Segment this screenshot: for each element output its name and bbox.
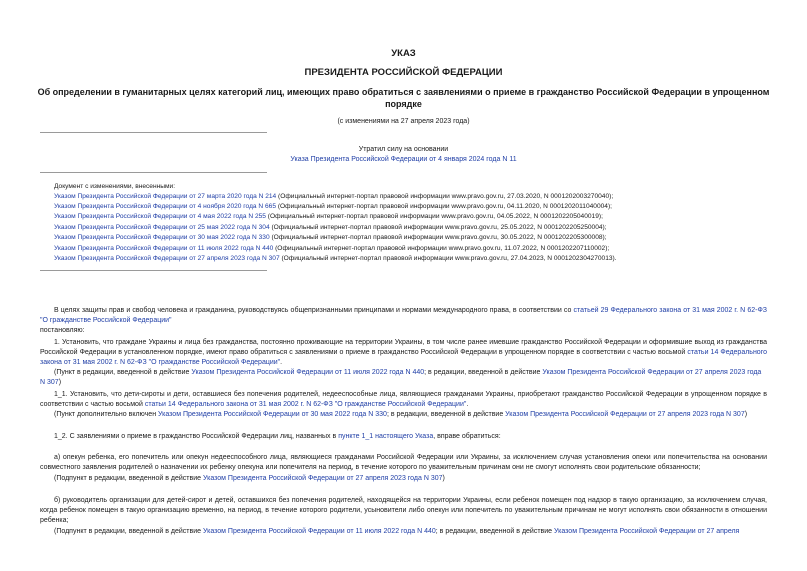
- paragraph-1-2: 1_2. С заявлениями о приеме в гражданство Российской Федерации лиц, названных в пункте 1_1 настоящего Указа, вправе обратиться:: [54, 433, 501, 440]
- change-item: Указом Президента Российской Федерации от 4 ноября 2020 года N 665 (Официальный интернет-портал правовой информации www.pravo.gov.ru, 04.11.2020, N 0001202011040004);: [54, 203, 612, 210]
- lost-force-link[interactable]: Указа Президента Российской Федерации от 4 января 2024 года N 11: [290, 156, 517, 163]
- change-link[interactable]: Указом Президента Российской Федерации от 30 мая 2022 года N 330: [54, 234, 270, 241]
- change-link[interactable]: Указом Президента Российской Федерации от 4 мая 2022 года N 255: [54, 213, 266, 220]
- paragraph-1-note: (Пункт в редакции, введенной в действие Указом Президента Российской Федерации от 11 июля 2022 года N 440; в редакции, введенной в действие Указом Президента Российской Федерации от 27 апреля 2023 года N 307): [40, 369, 762, 386]
- decree-link[interactable]: Указом Президента Российской Федерации от 27 апреля 2023 года N 307: [202, 475, 443, 482]
- decree-link[interactable]: Указом Президента Российской Федерации от 27 апреля 2023 года N 307: [40, 369, 762, 386]
- document-title: Об определении в гуманитарных целях категорий лиц, имеющих право обратиться с заявлениями о приеме в гражданство Российской Федерации в упрощенном порядке: [37, 87, 770, 109]
- change-item: Указом Президента Российской Федерации от 27 марта 2020 года N 214 (Официальный интернет-портал правовой информации www.pravo.gov.ru, 27.03.2020, N 0001202003270040);: [54, 193, 614, 200]
- subparagraph-a: а) опекун ребенка, его попечитель или опекун недееспособного лица, являющиеся гражданами Российской Федерации или Украины, за исключением случая установления опеки или попечительства на основании совместного заявления родителей о назначении их ребенку опекуна или попечителя на период, в течение которого по уважительным причинам они не смогут исполнять свои родительские обязанности;: [40, 454, 767, 471]
- change-link[interactable]: Указом Президента Российской Федерации от 25 мая 2022 года N 304: [54, 224, 270, 231]
- changes-heading: Документ с изменениями, внесенными:: [54, 183, 176, 190]
- paragraph-1: 1. Установить, что граждане Украины и лица без гражданства, постоянно проживающие на территории Украины, в том числе ранее имевшие гражданство Российской Федерации и оформившие выход из гражданства Российской Федерации в установленном порядке, имеют право обратиться с заявлениями о приеме в гражданство Российской Федерации в упрощенном порядке в соответствии с частью восьмой статьи 14 Федерального закона от 31 мая 2002 г. N 62-ФЗ "О гражданстве Российской Федерации".: [40, 339, 767, 366]
- paragraph-link[interactable]: пункте 1_1 настоящего Указа: [338, 433, 434, 440]
- decree-link[interactable]: Указом Президента Российской Федерации от 11 июля 2022 года N 440: [202, 528, 436, 535]
- change-item: Указом Президента Российской Федерации от 27 апреля 2023 года N 307 (Официальный интернет-портал правовой информации www.pravo.gov.ru, 27.04.2023, N 0001202304270013).: [54, 255, 617, 262]
- subparagraph-b: б) руководитель организации для детей-сирот и детей, оставшихся без попечения родителей, находящейся на территории Украины, если ребенок помещен под надзор в такую организацию, за исключением случая, когда ребенок помещен в такую организацию временно, на период, в течение которого родители, усыновители либо опекун или попечитель по уважительным причинам не могут исполнять свои обязанности в отношении ребенка;: [40, 497, 767, 524]
- law-link[interactable]: статьей 29 Федерального закона от 31 мая 2002 г. N 62-ФЗ "О гражданстве Российской Федерации": [40, 307, 767, 324]
- change-link[interactable]: Указом Президента Российской Федерации от 27 марта 2020 года N 214: [54, 193, 277, 200]
- lost-force-note: Утратил силу на основании: [358, 146, 449, 153]
- law-link[interactable]: статьи 14 Федерального закона от 31 мая 2002 г. N 62-ФЗ "О гражданстве Российской Федерации": [144, 401, 467, 408]
- law-link[interactable]: статьи 14 Федерального закона от 31 мая 2002 г. N 62-ФЗ "О гражданстве Российской Федерации": [40, 349, 767, 366]
- divider: [40, 172, 267, 173]
- subparagraph-b-note: (Подпункт в редакции, введенной в действие Указом Президента Российской Федерации от 11 июля 2022 года N 440; в редакции, введенной в действие Указом Президента Российской Федерации от 27 апреля: [54, 528, 740, 535]
- paragraph-1-1-note: (Пункт дополнительно включен Указом Президента Российской Федерации от 30 мая 2022 года N 330; в редакции, введенной в действие Указом Президента Российской Федерации от 27 апреля 2023 года N 307): [54, 411, 748, 418]
- document-type: УКАЗ: [391, 48, 416, 59]
- preamble: В целях защиты прав и свобод человека и гражданина, руководствуясь общепризнанными принципами и нормами международного права, в соответствии со статьей 29 Федерального закона от 31 мая 2002 г. N 62-ФЗ "О гражданстве Российской Федерации": [40, 307, 767, 324]
- divider: [40, 270, 267, 271]
- divider: [40, 132, 267, 133]
- preamble-decree: постановляю:: [40, 327, 85, 334]
- paragraph-1-1: 1_1. Установить, что дети-сироты и дети, оставшиеся без попечения родителей, недееспособные лица, являющиеся гражданами Украины, приобретают гражданство Российской Федерации в упрощенном порядке в соответствии с частью восьмой статьи 14 Федерального закона от 31 мая 2002 г. N 62-ФЗ "О гражданстве Российской Федерации".: [40, 391, 767, 408]
- decree-link[interactable]: Указом Президента Российской Федерации от 27 апреля: [554, 528, 740, 535]
- decree-link[interactable]: Указом Президента Российской Федерации от 11 июля 2022 года N 440: [191, 369, 425, 376]
- change-item: Указом Президента Российской Федерации от 4 мая 2022 года N 255 (Официальный интернет-портал правовой информации www.pravo.gov.ru, 04.05.2022, N 0001202205040019);: [54, 213, 603, 220]
- change-item: Указом Президента Российской Федерации от 11 июля 2022 года N 440 (Официальный интернет-портал правовой информации www.pravo.gov.ru, 11.07.2022, N 0001202207110002);: [54, 245, 610, 252]
- issuer: ПРЕЗИДЕНТА РОССИЙСКОЙ ФЕДЕРАЦИИ: [304, 67, 503, 78]
- change-link[interactable]: Указом Президента Российской Федерации от 11 июля 2022 года N 440: [54, 245, 274, 252]
- edition-note: (с изменениями на 27 апреля 2023 года): [337, 118, 470, 125]
- subparagraph-a-note: (Подпункт в редакции, введенной в действие Указом Президента Российской Федерации от 27 апреля 2023 года N 307): [54, 475, 445, 482]
- change-item: Указом Президента Российской Федерации от 30 мая 2022 года N 330 (Официальный интернет-портал правовой информации www.pravo.gov.ru, 30.05.2022, N 0001202205300008);: [54, 234, 607, 241]
- decree-link[interactable]: Указом Президента Российской Федерации от 30 мая 2022 года N 330: [158, 411, 387, 418]
- decree-link[interactable]: Указом Президента Российской Федерации от 27 апреля 2023 года N 307: [505, 411, 745, 418]
- change-link[interactable]: Указом Президента Российской Федерации от 27 апреля 2023 года N 307: [54, 255, 280, 262]
- change-item: Указом Президента Российской Федерации от 25 мая 2022 года N 304 (Официальный интернет-портал правовой информации www.pravo.gov.ru, 25.05.2022, N 0001202205250004);: [54, 224, 607, 231]
- change-link[interactable]: Указом Президента Российской Федерации от 4 ноября 2020 года N 665: [54, 203, 277, 210]
